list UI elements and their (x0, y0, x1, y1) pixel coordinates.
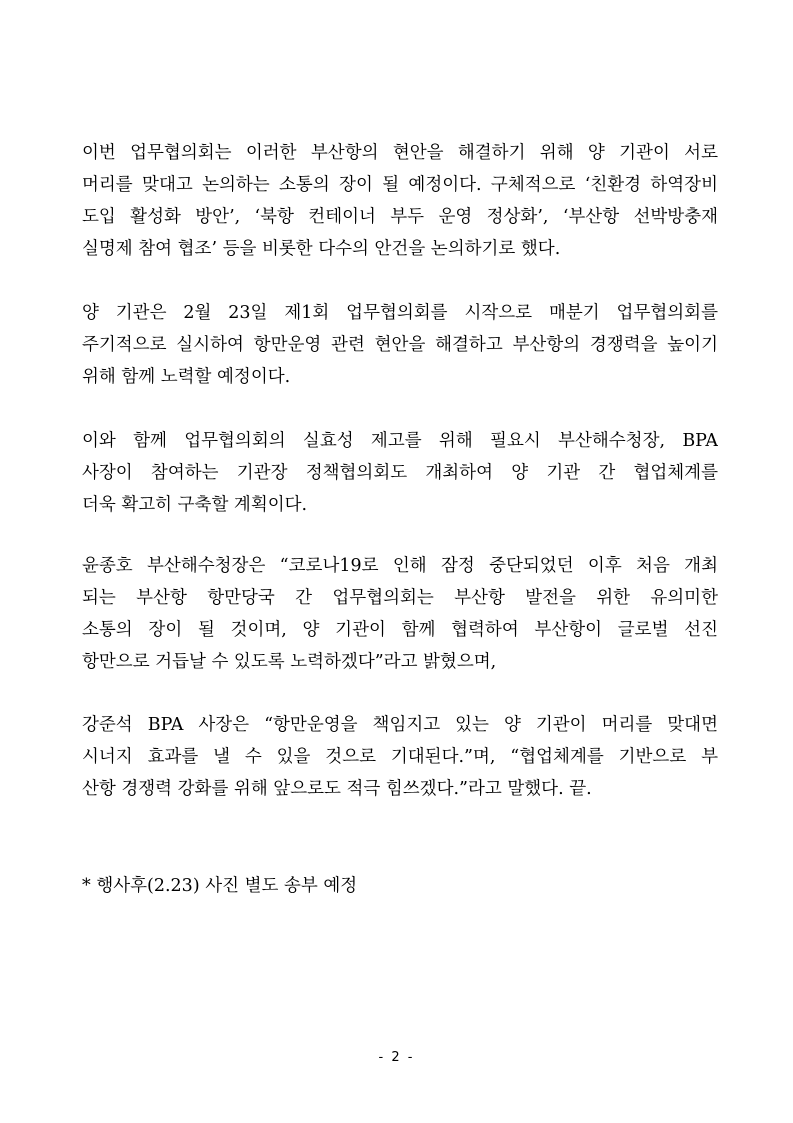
page-number: - 2 - (378, 1050, 415, 1065)
paragraph-line: 이번 업무협의회는 이러한 부산항의 현안을 해결하기 위해 양 기관이 서로 (82, 143, 718, 163)
paragraph-line: 윤종호 부산해수청장은 “코로나19로 인해 잠정 중단되었던 이후 처음 개최 (82, 556, 718, 576)
photo-note: * 행사후(2.23) 사진 별도 송부 예정 (82, 876, 358, 896)
paragraph-line: 더욱 확고히 구축할 계획이다. (82, 495, 308, 515)
paragraph-line: 머리를 맞대고 논의하는 소통의 장이 될 예정이다. 구체적으로 ‘친환경 하역장비 (82, 175, 718, 195)
paragraph-line: 산항 경쟁력 강화를 위해 앞으로도 적극 힘쓰겠다.”라고 말했다. 끝. (82, 779, 592, 799)
paragraph-agenda (82, 137, 718, 265)
paragraph-line: 되는 부산항 항만당국 간 업무협의회는 부산항 발전을 위한 유의미한 (82, 588, 718, 608)
paragraph-policy-council (82, 425, 718, 521)
paragraph-line: 소통의 장이 될 것이며, 양 기관이 함께 협력하여 부산항이 글로벌 선진 (82, 620, 718, 640)
paragraph-line: 양 기관은 2월 23일 제1회 업무협의회를 시작으로 매분기 업무협의회를 (82, 303, 718, 323)
paragraph-line: 사장이 참여하는 기관장 정책협의회도 개최하여 양 기관 간 협업체계를 (82, 463, 718, 483)
paragraph-line: 이와 함께 업무협의회의 실효성 제고를 위해 필요시 부산해수청장, BPA (82, 431, 718, 451)
paragraph-line: 시너지 효과를 낼 수 있을 것으로 기대된다.”며, “협업체계를 기반으로 부 (82, 747, 718, 767)
paragraph-line: 항만으로 거듭날 수 있도록 노력하겠다”라고 밝혔으며, (82, 652, 497, 672)
paragraph-commissioner-quote (82, 550, 718, 678)
paragraph-line: 실명제 참여 협조’ 등을 비롯한 다수의 안건을 논의하기로 했다. (82, 239, 561, 259)
paragraph-line: 위해 함께 노력할 예정이다. (82, 367, 291, 387)
paragraph-line: 주기적으로 실시하여 항만운영 관련 현안을 해결하고 부산항의 경쟁력을 높이기 (82, 335, 718, 355)
paragraph-line: 도입 활성화 방안’, ‘북항 컨테이너 부두 운영 정상화’, ‘부산항 선박방충재 (82, 207, 718, 227)
paragraph-bpa-quote (82, 709, 718, 805)
paragraph-schedule (82, 297, 718, 393)
paragraph-line: 강준석 BPA 사장은 “항만운영을 책임지고 있는 양 기관이 머리를 맞대면 (82, 715, 718, 735)
